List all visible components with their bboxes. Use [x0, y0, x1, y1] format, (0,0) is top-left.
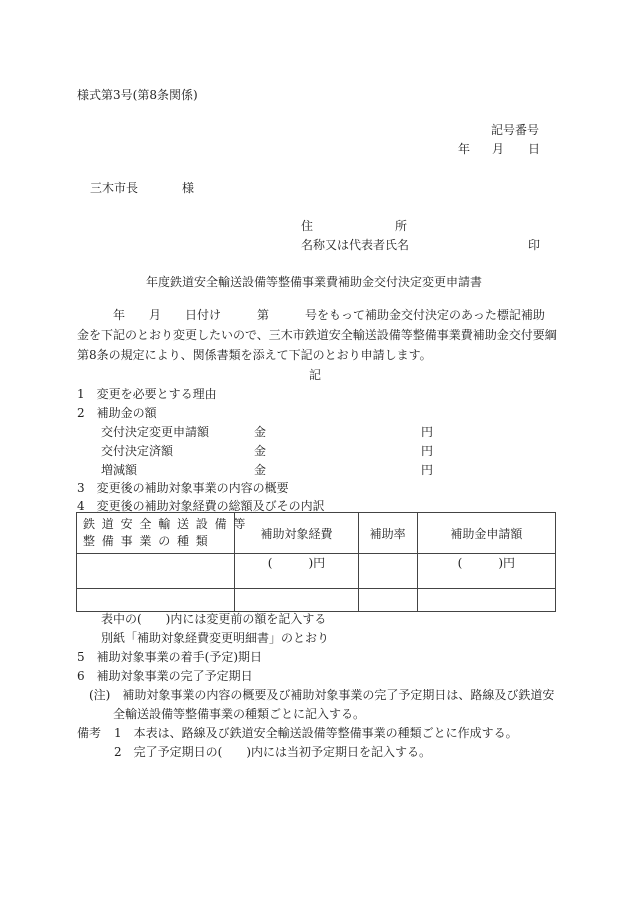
cell-subsidy-request-amount: ( )円 — [417, 554, 555, 589]
reference-number-label: 記号番号 — [491, 123, 540, 137]
cell-subsidy-rate — [358, 554, 417, 589]
table-header-row — [77, 513, 556, 554]
amount-kin-1: 金 — [254, 425, 267, 439]
body-line-1: 年 月 日付け 第 号をもって補助金交付決定のあった標記補助 — [77, 308, 545, 322]
note-line-1: (注) 補助対象事業の内容の概要及び補助対象事業の完了予定期日は、路線及び鉄道安 — [89, 688, 555, 702]
remarks-label: 備考 — [77, 726, 102, 740]
item-2: 2 補助金の額 — [77, 406, 157, 420]
amount-label-change-request: 交付決定変更申請額 — [101, 425, 210, 439]
addressee-name: 三木市長 — [90, 181, 139, 195]
item-5: 5 補助対象事業の着手(予定)期日 — [77, 650, 262, 664]
remarks-line-2: 2 完了予定期日の( )内には当初予定期日を記入する。 — [114, 745, 432, 759]
amount-label-decided: 交付決定済額 — [101, 444, 174, 458]
applicant-address-label-1: 住 — [301, 219, 314, 233]
body-paragraph — [77, 305, 557, 365]
expense-breakdown-table — [76, 512, 556, 612]
header-project-type-line-1: 鉄道安全輸送設備等 — [83, 517, 253, 531]
item-6: 6 補助対象事業の完了予定期日 — [77, 669, 253, 683]
total-cell-4 — [417, 589, 555, 612]
applicant-name-label: 名称又は代表者氏名 — [301, 238, 410, 252]
cell-project-type — [77, 554, 235, 589]
form-number: 様式第3号(第8条関係) — [77, 88, 198, 102]
amount-kin-3: 金 — [254, 463, 267, 477]
item-3: 3 変更後の補助対象事業の内容の概要 — [77, 481, 289, 495]
date-year: 年 — [458, 142, 471, 156]
item-4: 4 変更後の補助対象経費の総額及びその内訳 — [77, 499, 325, 513]
amount-yen-3: 円 — [421, 463, 434, 477]
total-cell-3 — [358, 589, 417, 612]
header-project-type-line-2: 整備事業の種類 — [83, 534, 215, 548]
table-note-2: 別紙「補助対象経費変更明細書」のとおり — [101, 631, 330, 645]
amount-yen-1: 円 — [421, 425, 434, 439]
body-line-2: 金を下記のとおり変更したいので、三木市鉄道安全輸送設備等整備事業費補助金交付要綱 — [77, 328, 557, 342]
table-row — [77, 554, 556, 589]
cell-eligible-expense: ( )円 — [235, 554, 358, 589]
amount-kin-2: 金 — [254, 444, 267, 458]
document-title: 年度鉄道安全輸送設備等整備事業費補助金交付決定変更申請書 — [146, 275, 483, 289]
total-cell-1 — [77, 589, 235, 612]
header-eligible-expense: 補助対象経費 — [235, 513, 358, 554]
header-project-type — [77, 513, 253, 554]
header-subsidy-request-amount: 補助金申請額 — [417, 513, 555, 554]
note-line-2: 全輸送設備等整備事業の種類ごとに記入する。 — [113, 707, 366, 721]
date-day: 日 — [528, 142, 541, 156]
amount-label-difference: 増減額 — [101, 463, 138, 477]
table-note-1: 表中の( )内には変更前の額を記入する — [101, 612, 327, 626]
ki-heading: 記 — [309, 368, 322, 382]
table-total-row — [77, 589, 556, 612]
amount-yen-2: 円 — [421, 444, 434, 458]
header-subsidy-rate: 補助率 — [358, 513, 417, 554]
addressee-honorific: 様 — [182, 181, 195, 195]
total-cell-2 — [235, 589, 358, 612]
body-line-3: 第8条の規定により、関係書類を添えて下記のとおり申請します。 — [77, 348, 432, 362]
remarks-line-1: 1 本表は、路線及び鉄道安全輸送設備等整備事業の種類ごとに作成する。 — [114, 726, 518, 740]
item-1: 1 変更を必要とする理由 — [77, 387, 217, 401]
date-month: 月 — [492, 142, 505, 156]
applicant-address-label-2: 所 — [395, 219, 408, 233]
seal-mark: 印 — [528, 238, 541, 252]
